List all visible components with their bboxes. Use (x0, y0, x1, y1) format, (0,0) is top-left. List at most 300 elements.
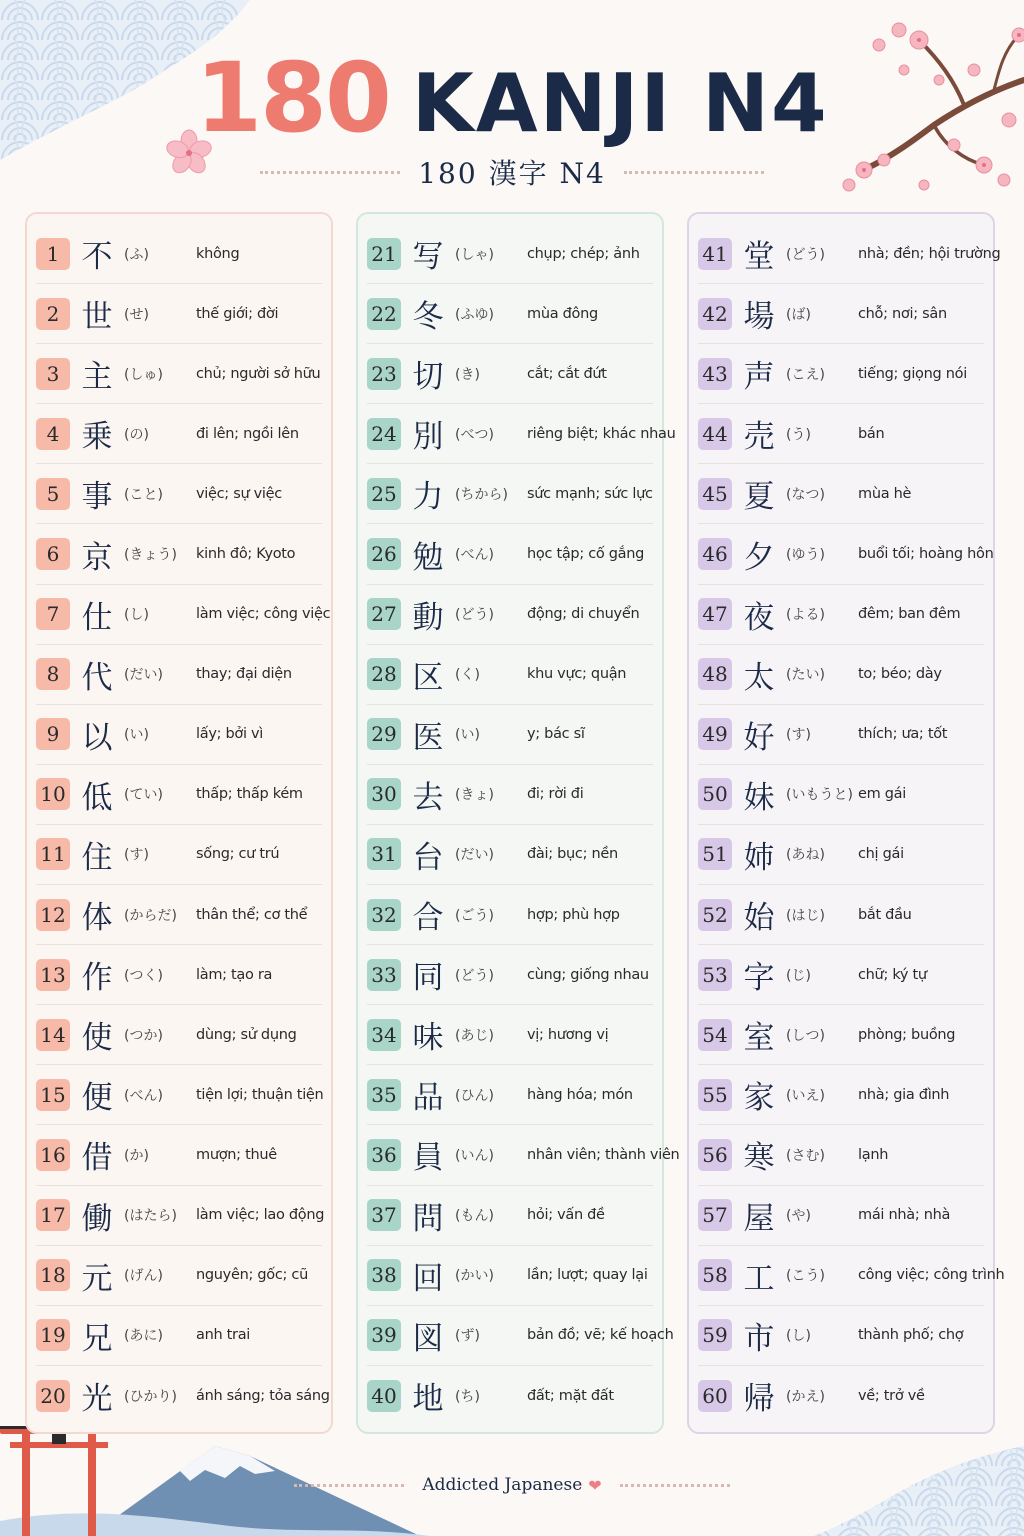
kanji-number-badge: 50 (698, 778, 732, 810)
kanji-number-badge: 30 (367, 778, 401, 810)
kanji-reading: (げん) (124, 1268, 163, 1285)
kanji-reading: (べん) (124, 1087, 163, 1104)
kanji-reading: (しつ) (786, 1027, 825, 1044)
kanji-character: 代 (81, 659, 113, 696)
kanji-number-badge: 19 (36, 1319, 70, 1351)
kanji-character: 体 (81, 900, 113, 937)
kanji-meaning: buổi tối; hoàng hôn (858, 546, 994, 563)
dotted-divider (294, 1484, 404, 1487)
kanji-number-badge: 41 (698, 238, 732, 270)
kanji-row (367, 1246, 653, 1306)
page-title (0, 42, 1024, 154)
kanji-meaning: nhân viên; thành viên (527, 1146, 680, 1163)
kanji-number-badge: 37 (367, 1199, 401, 1231)
kanji-character: 声 (743, 359, 775, 396)
kanji-character: 問 (412, 1200, 444, 1237)
kanji-reading: (し) (124, 607, 149, 624)
kanji-meaning: làm; tạo ra (196, 966, 273, 983)
kanji-character: 低 (81, 779, 113, 816)
kanji-number-badge: 22 (367, 298, 401, 330)
kanji-meaning: động; di chuyển (527, 606, 640, 623)
kanji-meaning: chụp; chép; ảnh (527, 245, 640, 262)
kanji-row (367, 765, 653, 825)
kanji-row (367, 1366, 653, 1426)
kanji-reading: (う) (786, 426, 811, 443)
kanji-reading: (いえ) (786, 1087, 825, 1104)
kanji-meaning: mượn; thuê (196, 1146, 277, 1163)
kanji-meaning: anh trai (196, 1327, 251, 1344)
kanji-row (698, 464, 984, 524)
kanji-reading: (ふゆ) (455, 306, 494, 323)
kanji-reading: (す) (124, 847, 149, 864)
kanji-meaning: việc; sự việc (196, 485, 282, 502)
kanji-row (367, 1186, 653, 1246)
kanji-number-badge: 55 (698, 1079, 732, 1111)
kanji-character: 借 (81, 1140, 113, 1177)
kanji-reading: (つか) (124, 1027, 163, 1044)
kanji-reading: (ゆう) (786, 547, 825, 564)
kanji-character: 区 (412, 659, 444, 696)
kanji-meaning: thế giới; đời (196, 305, 279, 322)
kanji-row (36, 284, 322, 344)
kanji-meaning: chị gái (858, 846, 904, 863)
kanji-number-badge: 18 (36, 1259, 70, 1291)
subtitle-row (0, 152, 1024, 192)
kanji-meaning: sức mạnh; sức lực (527, 485, 653, 502)
kanji-meaning: lạnh (858, 1146, 889, 1163)
kanji-number-badge: 45 (698, 478, 732, 510)
kanji-column-2 (356, 212, 680, 1434)
dotted-divider (624, 171, 764, 174)
kanji-character: 夜 (743, 599, 775, 636)
kanji-meaning: khu vực; quận (527, 666, 627, 683)
kanji-number-badge: 32 (367, 899, 401, 931)
kanji-meaning: kinh đô; Kyoto (196, 546, 296, 563)
kanji-row (36, 885, 322, 945)
kanji-character: 品 (412, 1080, 444, 1117)
kanji-reading: (ひかり) (124, 1388, 177, 1405)
kanji-reading: (ちから) (455, 486, 508, 503)
kanji-row (698, 344, 984, 404)
kanji-row (36, 224, 322, 284)
kanji-reading: (きょ) (455, 787, 494, 804)
kanji-number-badge: 7 (36, 598, 70, 630)
kanji-meaning: cắt; cắt đứt (527, 365, 607, 382)
kanji-row (367, 404, 676, 464)
kanji-row (367, 524, 653, 584)
kanji-reading: (さむ) (786, 1147, 825, 1164)
kanji-number-badge: 57 (698, 1199, 732, 1231)
kanji-meaning: lấy; bởi vì (196, 726, 264, 743)
kanji-reading: (ふ) (124, 246, 149, 263)
kanji-number-badge: 44 (698, 418, 732, 450)
kanji-number-badge: 3 (36, 358, 70, 390)
kanji-character: 姉 (743, 839, 775, 876)
kanji-meaning: đêm; ban đêm (858, 606, 961, 623)
kanji-row (36, 1306, 322, 1366)
kanji-row (36, 1065, 322, 1125)
kanji-character: 員 (412, 1140, 444, 1177)
kanji-character: 働 (81, 1200, 113, 1237)
kanji-character: 便 (81, 1080, 113, 1117)
kanji-meaning: thấp; thấp kém (196, 786, 303, 803)
heart-icon: ❤ (588, 1475, 602, 1495)
kanji-number-badge: 43 (698, 358, 732, 390)
kanji-reading: (もん) (455, 1208, 494, 1225)
kanji-number-badge: 36 (367, 1139, 401, 1171)
kanji-meaning: bản đồ; vẽ; kế hoạch (527, 1327, 674, 1344)
kanji-number-badge: 60 (698, 1380, 732, 1412)
kanji-number-badge: 54 (698, 1019, 732, 1051)
kanji-row (698, 224, 1001, 284)
kanji-meaning: tiện lợi; thuận tiện (196, 1086, 324, 1103)
kanji-meaning: chỗ; nơi; sân (858, 305, 947, 322)
kanji-meaning: lần; lượt; quay lại (527, 1267, 648, 1284)
kanji-meaning: ánh sáng; tỏa sáng (196, 1387, 330, 1404)
kanji-meaning: thích; ưa; tốt (858, 726, 948, 743)
kanji-reading: (ば) (786, 306, 811, 323)
kanji-number-badge: 1 (36, 238, 70, 270)
kanji-meaning: mái nhà; nhà (858, 1207, 951, 1224)
kanji-meaning: chữ; ký tự (858, 966, 927, 983)
kanji-number-badge: 16 (36, 1139, 70, 1171)
kanji-meaning: làm việc; công việc (196, 606, 331, 623)
kanji-number-badge: 56 (698, 1139, 732, 1171)
kanji-number-badge: 4 (36, 418, 70, 450)
kanji-reading: (いもうと) (786, 787, 853, 804)
kanji-reading: (どう) (786, 246, 825, 263)
kanji-meaning: về; trở về (858, 1387, 925, 1404)
kanji-number-badge: 8 (36, 658, 70, 690)
kanji-meaning: cùng; giống nhau (527, 966, 649, 983)
kanji-character: 堂 (743, 239, 775, 276)
kanji-reading: (はじ) (786, 907, 825, 924)
kanji-meaning: hàng hóa; món (527, 1086, 633, 1103)
kanji-character: 京 (81, 539, 113, 576)
kanji-row (698, 1186, 984, 1246)
kanji-character: 地 (412, 1381, 444, 1418)
kanji-reading: (しゃ) (455, 246, 494, 263)
kanji-reading: (せ) (124, 306, 149, 323)
kanji-character: 寒 (743, 1140, 775, 1177)
kanji-character: 夏 (743, 479, 775, 516)
kanji-reading: (こえ) (786, 366, 825, 383)
kanji-meaning: tiếng; giọng nói (858, 365, 967, 382)
kanji-number-badge: 27 (367, 598, 401, 630)
kanji-number-badge: 11 (36, 838, 70, 870)
kanji-character: 勉 (412, 539, 444, 576)
kanji-character: 光 (81, 1381, 113, 1418)
kanji-number-badge: 24 (367, 418, 401, 450)
kanji-number-badge: 39 (367, 1319, 401, 1351)
kanji-character: 冬 (412, 299, 444, 336)
kanji-row (36, 344, 322, 404)
kanji-reading: (き) (455, 366, 480, 383)
kanji-meaning: mùa đông (527, 305, 598, 322)
kanji-meaning: em gái (858, 786, 906, 803)
kanji-character: 太 (743, 659, 775, 696)
kanji-number-badge: 33 (367, 959, 401, 991)
kanji-character: 切 (412, 359, 444, 396)
kanji-number-badge: 40 (367, 1380, 401, 1412)
kanji-reading: (こう) (786, 1268, 825, 1285)
kanji-meaning: bán (858, 425, 885, 442)
kanji-number-badge: 20 (36, 1380, 70, 1412)
kanji-meaning: thay; đại diện (196, 666, 292, 683)
kanji-number-badge: 26 (367, 538, 401, 570)
kanji-reading: (か) (124, 1147, 149, 1164)
kanji-row (36, 825, 322, 885)
kanji-column-3 (687, 212, 1005, 1434)
kanji-row (36, 1125, 322, 1185)
kanji-character: 別 (412, 419, 444, 456)
kanji-row (698, 585, 984, 645)
kanji-reading: (べつ) (455, 426, 494, 443)
kanji-row (367, 885, 653, 945)
kanji-row (698, 1306, 984, 1366)
kanji-row (367, 945, 653, 1005)
kanji-row (36, 945, 322, 1005)
kanji-number-badge: 28 (367, 658, 401, 690)
kanji-reading: (す) (786, 727, 811, 744)
kanji-number-badge: 15 (36, 1079, 70, 1111)
kanji-row (36, 1246, 322, 1306)
kanji-row (698, 1065, 984, 1125)
kanji-number-badge: 46 (698, 538, 732, 570)
kanji-character: 以 (81, 719, 113, 756)
kanji-reading: (はたら) (124, 1208, 177, 1225)
kanji-meaning: phòng; buồng (858, 1026, 956, 1043)
kanji-row (36, 585, 331, 645)
kanji-meaning: nguyên; gốc; cũ (196, 1267, 308, 1284)
kanji-reading: (べん) (455, 547, 494, 564)
kanji-character: 写 (412, 239, 444, 276)
kanji-row (698, 404, 984, 464)
kanji-reading: (や) (786, 1208, 811, 1225)
kanji-reading: (かい) (455, 1268, 494, 1285)
kanji-character: 主 (81, 359, 113, 396)
kanji-row (367, 464, 653, 524)
kanji-row (367, 344, 653, 404)
kanji-character: 帰 (743, 1381, 775, 1418)
kanji-number-badge: 31 (367, 838, 401, 870)
kanji-reading: (いん) (455, 1147, 494, 1164)
kanji-reading: (の) (124, 426, 149, 443)
kanji-reading: (あに) (124, 1328, 163, 1345)
kanji-row (698, 765, 984, 825)
kanji-row (698, 1005, 984, 1065)
kanji-row (36, 705, 322, 765)
kanji-row (367, 705, 653, 765)
kanji-meaning: hỏi; vấn đề (527, 1207, 605, 1224)
kanji-reading: (こと) (124, 486, 163, 503)
kanji-row (367, 1065, 653, 1125)
kanji-number-badge: 59 (698, 1319, 732, 1351)
kanji-row (367, 1005, 653, 1065)
kanji-number-badge: 38 (367, 1259, 401, 1291)
kanji-row (367, 825, 653, 885)
kanji-number-badge: 5 (36, 478, 70, 510)
kanji-number-badge: 9 (36, 718, 70, 750)
kanji-row (36, 1005, 322, 1065)
kanji-reading: (だい) (124, 667, 163, 684)
kanji-character: 仕 (81, 599, 113, 636)
kanji-meaning: làm việc; lao động (196, 1207, 325, 1224)
footer (0, 1475, 1024, 1495)
kanji-number-badge: 17 (36, 1199, 70, 1231)
kanji-row (36, 1186, 325, 1246)
kanji-character: 工 (743, 1260, 775, 1297)
kanji-row (698, 645, 984, 705)
kanji-meaning: không (196, 245, 240, 262)
kanji-character: 動 (412, 599, 444, 636)
kanji-number-badge: 47 (698, 598, 732, 630)
kanji-row (698, 1246, 1005, 1306)
kanji-character: 夕 (743, 539, 775, 576)
kanji-reading: (い) (124, 727, 149, 744)
kanji-reading: (どう) (455, 967, 494, 984)
kanji-meaning: đất; mặt đất (527, 1387, 614, 1404)
kanji-meaning: bắt đầu (858, 906, 912, 923)
kanji-row (36, 464, 322, 524)
kanji-number-badge: 29 (367, 718, 401, 750)
kanji-column-1 (25, 212, 333, 1434)
kanji-character: 乗 (81, 419, 113, 456)
kanji-reading: (ず) (455, 1328, 480, 1345)
kanji-number-badge: 58 (698, 1259, 732, 1291)
kanji-character: 元 (81, 1260, 113, 1297)
kanji-number-badge: 53 (698, 959, 732, 991)
subtitle: 180 漢字 N4 (418, 157, 606, 190)
kanji-row (367, 585, 653, 645)
kanji-character: 去 (412, 779, 444, 816)
kanji-row (36, 765, 322, 825)
kanji-meaning: sống; cư trú (196, 846, 280, 863)
kanji-reading: (たい) (786, 667, 825, 684)
title-number: 180 (195, 42, 390, 154)
kanji-row (698, 825, 984, 885)
kanji-number-badge: 6 (36, 538, 70, 570)
kanji-row (36, 404, 322, 464)
kanji-row (698, 945, 984, 1005)
kanji-number-badge: 48 (698, 658, 732, 690)
kanji-number-badge: 49 (698, 718, 732, 750)
kanji-number-badge: 35 (367, 1079, 401, 1111)
kanji-character: 使 (81, 1020, 113, 1057)
kanji-reading: (く) (455, 667, 480, 684)
kanji-reading: (ごう) (455, 907, 494, 924)
kanji-row (698, 284, 984, 344)
kanji-row (367, 1125, 680, 1185)
kanji-row (367, 1306, 674, 1366)
kanji-character: 力 (412, 479, 444, 516)
kanji-number-badge: 14 (36, 1019, 70, 1051)
kanji-number-badge: 10 (36, 778, 70, 810)
kanji-meaning: hợp; phù hợp (527, 906, 620, 923)
kanji-reading: (い) (455, 727, 480, 744)
dotted-divider (620, 1484, 730, 1487)
kanji-character: 住 (81, 839, 113, 876)
kanji-row (367, 645, 653, 705)
kanji-character: 家 (743, 1080, 775, 1117)
kanji-meaning: dùng; sử dụng (196, 1026, 297, 1043)
kanji-row (698, 1366, 984, 1426)
kanji-meaning: nhà; đền; hội trường (858, 245, 1001, 262)
kanji-meaning: chủ; người sở hữu (196, 365, 321, 382)
kanji-character: 事 (81, 479, 113, 516)
dotted-divider (260, 171, 400, 174)
kanji-reading: (ち) (455, 1388, 480, 1405)
kanji-row (698, 1125, 984, 1185)
kanji-number-badge: 23 (367, 358, 401, 390)
kanji-meaning: thành phố; chợ (858, 1327, 964, 1344)
kanji-reading: (しゅ) (124, 366, 163, 383)
kanji-number-badge: 51 (698, 838, 732, 870)
kanji-number-badge: 34 (367, 1019, 401, 1051)
kanji-character: 屋 (743, 1200, 775, 1237)
kanji-row (698, 885, 984, 945)
kanji-number-badge: 21 (367, 238, 401, 270)
kanji-reading: (し) (786, 1328, 811, 1345)
kanji-meaning: nhà; gia đình (858, 1086, 950, 1103)
kanji-character: 好 (743, 719, 775, 756)
kanji-character: 字 (743, 960, 775, 997)
kanji-character: 台 (412, 839, 444, 876)
kanji-reading: (ひん) (455, 1087, 494, 1104)
kanji-character: 医 (412, 719, 444, 756)
kanji-reading: (かえ) (786, 1388, 825, 1405)
kanji-reading: (きょう) (124, 547, 177, 564)
kanji-character: 売 (743, 419, 775, 456)
kanji-character: 不 (81, 239, 113, 276)
kanji-character: 市 (743, 1320, 775, 1357)
kanji-number-badge: 2 (36, 298, 70, 330)
kanji-row (367, 224, 653, 284)
kanji-row (36, 1366, 330, 1426)
kanji-reading: (よる) (786, 607, 825, 624)
kanji-row (367, 284, 653, 344)
kanji-meaning: riêng biệt; khác nhau (527, 425, 676, 442)
kanji-number-badge: 12 (36, 899, 70, 931)
kanji-reading: (どう) (455, 607, 494, 624)
kanji-character: 始 (743, 900, 775, 937)
kanji-reading: (あじ) (455, 1027, 494, 1044)
kanji-meaning: đài; bục; nền (527, 846, 618, 863)
kanji-reading: (あね) (786, 847, 825, 864)
kanji-row (698, 705, 984, 765)
kanji-meaning: đi; rời đi (527, 786, 584, 803)
kanji-character: 兄 (81, 1320, 113, 1357)
kanji-meaning: học tập; cố gắng (527, 546, 645, 563)
kanji-meaning: to; béo; dày (858, 666, 942, 683)
kanji-meaning: vị; hương vị (527, 1026, 609, 1043)
kanji-reading: (だい) (455, 847, 494, 864)
kanji-reading: (なつ) (786, 486, 825, 503)
kanji-row (698, 524, 994, 584)
kanji-character: 回 (412, 1260, 444, 1297)
kanji-row (36, 645, 322, 705)
kanji-meaning: thân thể; cơ thể (196, 906, 308, 923)
kanji-character: 妹 (743, 779, 775, 816)
kanji-reading: (からだ) (124, 907, 177, 924)
kanji-row (36, 524, 322, 584)
kanji-meaning: công việc; công trình (858, 1267, 1005, 1284)
kanji-character: 図 (412, 1320, 444, 1357)
kanji-meaning: mùa hè (858, 485, 912, 502)
kanji-number-badge: 42 (698, 298, 732, 330)
kanji-reading: (てい) (124, 787, 163, 804)
kanji-reading: (じ) (786, 967, 811, 984)
